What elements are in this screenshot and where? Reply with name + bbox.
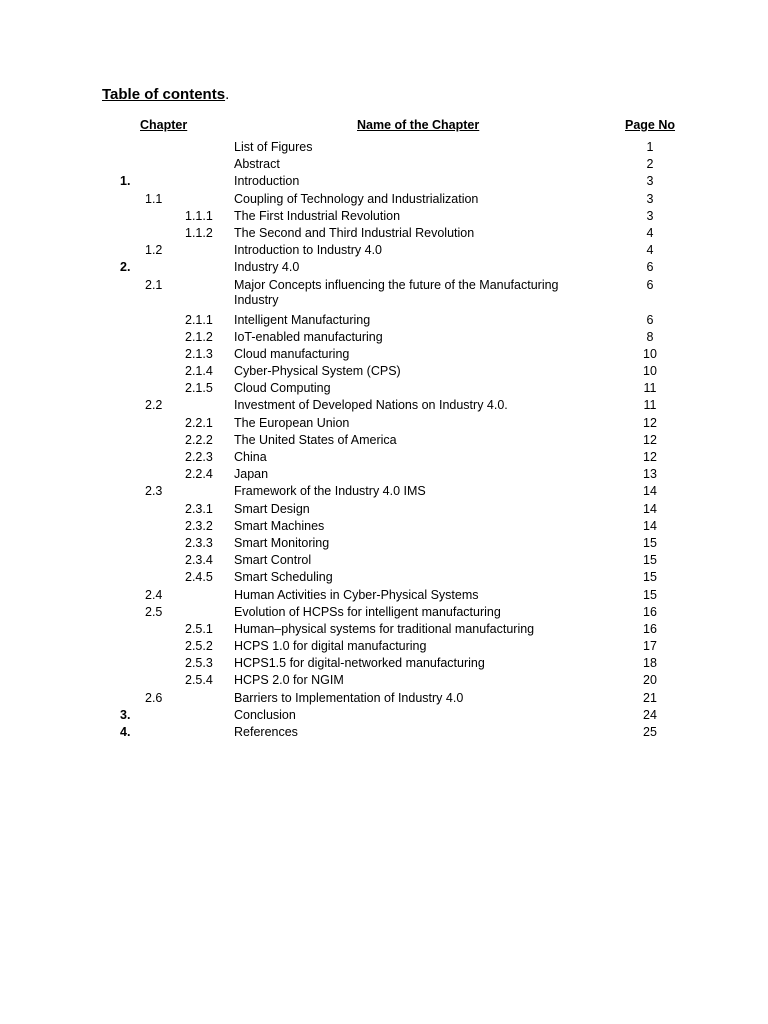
toc-entry bbox=[0, 192, 768, 209]
toc-entry-title: Abstract bbox=[234, 157, 280, 172]
toc-entry bbox=[0, 433, 768, 450]
toc-entry-title: Smart Scheduling bbox=[234, 570, 333, 585]
toc-entry-number: 1.1.1 bbox=[185, 208, 213, 223]
toc-entry-title: Smart Machines bbox=[234, 518, 325, 533]
toc-entry-title: IoT-enabled manufacturing bbox=[234, 329, 383, 344]
toc-entry-title: Conclusion bbox=[234, 707, 296, 722]
toc-entry-page: 18 bbox=[643, 656, 657, 671]
toc-entry-number: 2.3.3 bbox=[185, 535, 213, 550]
toc-entry-title: Evolution of HCPSs for intelligent manufacturing bbox=[234, 604, 501, 619]
toc-entry-page: 14 bbox=[643, 501, 657, 516]
page-title bbox=[102, 86, 229, 103]
toc-entry-page: 12 bbox=[643, 450, 657, 464]
toc-entry bbox=[0, 588, 768, 605]
toc-entry-number: 2.3.1 bbox=[185, 501, 213, 516]
toc-entry-title: Barriers to Implementation of Industry 4.0 bbox=[234, 690, 464, 705]
toc-entry bbox=[0, 691, 768, 708]
toc-entry-title: Investment of Developed Nations on Industry 4.0. bbox=[234, 398, 508, 413]
toc-entry-title: Industry 4.0 bbox=[234, 260, 300, 275]
toc-entry-number: 2.3.2 bbox=[185, 518, 213, 533]
toc-entry-number: 1.2 bbox=[145, 243, 163, 258]
toc-entry-number: 2.5.1 bbox=[185, 621, 213, 636]
toc-entry bbox=[0, 278, 768, 313]
toc-entry-number: 2.5.3 bbox=[185, 656, 213, 671]
toc-entry-page: 15 bbox=[643, 535, 657, 550]
toc-entry-page: 10 bbox=[643, 364, 657, 379]
toc-entry-page: 12 bbox=[643, 415, 657, 430]
toc-entry-number: 2.1 bbox=[145, 277, 163, 292]
toc-entry bbox=[0, 416, 768, 433]
toc-entry-title: Coupling of Technology and Industrialization bbox=[234, 191, 479, 206]
toc-entry bbox=[0, 725, 768, 742]
toc-entry-page: 24 bbox=[643, 707, 657, 722]
toc-entry-number: 2.1.1 bbox=[185, 312, 213, 327]
toc-entry-title: Smart Monitoring bbox=[234, 535, 330, 550]
toc-entry bbox=[0, 708, 768, 725]
toc-entry bbox=[0, 330, 768, 347]
toc-entry bbox=[0, 313, 768, 330]
toc-entry-title: Human–physical systems for traditional manufacturing bbox=[234, 621, 535, 636]
toc-entry-page: 21 bbox=[643, 690, 657, 705]
toc-entry-number: 2.6 bbox=[145, 690, 163, 705]
toc-entry bbox=[0, 536, 768, 553]
toc-entry-number: 2.1.5 bbox=[185, 381, 213, 396]
toc-entry-number: 2.2.3 bbox=[185, 450, 213, 464]
toc-entry-page: 11 bbox=[643, 381, 657, 396]
toc-entry-number: 2.2.2 bbox=[185, 432, 213, 447]
toc-entry-page: 3 bbox=[646, 191, 654, 206]
toc-entry-title: HCPS 2.0 for NGIM bbox=[234, 673, 344, 688]
toc-entry bbox=[0, 484, 768, 501]
toc-entry bbox=[0, 570, 768, 587]
toc-entry-number: 2.3.4 bbox=[185, 553, 213, 568]
toc-entry-title: Japan bbox=[234, 467, 269, 482]
toc-entry-title: Cloud manufacturing bbox=[234, 346, 350, 361]
toc-entry-page: 15 bbox=[643, 587, 657, 602]
toc-entry-page: 6 bbox=[646, 277, 654, 292]
toc-entry-title: HCPS1.5 for digital-networked manufacturing bbox=[234, 656, 485, 671]
toc-entry-number: 4. bbox=[120, 725, 131, 739]
toc-entry-number: 2. bbox=[120, 260, 131, 275]
toc-entry-number: 1.1.2 bbox=[185, 225, 213, 240]
toc-entry-title: Cloud Computing bbox=[234, 381, 331, 396]
toc-entry-title: References bbox=[234, 725, 298, 739]
toc-entry-page: 16 bbox=[643, 621, 657, 636]
toc-entry-page: 12 bbox=[643, 432, 657, 447]
column-header-name: Name of the Chapter bbox=[357, 118, 480, 132]
toc-entry-title: Introduction to Industry 4.0 bbox=[234, 243, 383, 258]
toc-entry bbox=[0, 381, 768, 398]
toc-entry bbox=[0, 209, 768, 226]
toc-entry-title: Introduction bbox=[234, 174, 300, 189]
toc-entry bbox=[0, 140, 768, 157]
toc-entry bbox=[0, 656, 768, 673]
toc-entry-page: 14 bbox=[643, 518, 657, 533]
toc-entry bbox=[0, 553, 768, 570]
toc-entry-number: 2.5 bbox=[145, 604, 163, 619]
toc-entry-title: The First Industrial Revolution bbox=[234, 208, 401, 223]
toc-entry bbox=[0, 398, 768, 415]
toc-entry bbox=[0, 519, 768, 536]
toc-entry-page: 14 bbox=[643, 484, 657, 499]
toc-entry-page: 4 bbox=[646, 243, 654, 258]
toc-entry-number: 2.1.2 bbox=[185, 329, 213, 344]
toc-entry-page: 6 bbox=[646, 260, 654, 275]
toc-entry bbox=[0, 226, 768, 243]
toc-entry bbox=[0, 364, 768, 381]
toc-entry-number: 2.1.3 bbox=[185, 346, 213, 361]
toc-entry-page: 11 bbox=[643, 398, 657, 413]
toc-entry-page: 1 bbox=[646, 140, 654, 154]
toc-entry-title: The Second and Third Industrial Revolution bbox=[234, 225, 475, 240]
column-header-page: Page No bbox=[625, 118, 676, 132]
toc-entry-page: 4 bbox=[646, 225, 654, 240]
page-title-text: Table of contents bbox=[102, 86, 226, 103]
toc-entry-number: 2.4.5 bbox=[185, 570, 213, 585]
toc-entry bbox=[0, 639, 768, 656]
toc-entry-number: 2.5.2 bbox=[185, 639, 213, 654]
toc-entry-number: 3. bbox=[120, 707, 131, 722]
toc-entry bbox=[0, 467, 768, 484]
toc-entry-page: 3 bbox=[646, 174, 654, 189]
toc-entry-page: 3 bbox=[646, 208, 654, 223]
toc-entry-title: HCPS 1.0 for digital manufacturing bbox=[234, 639, 427, 654]
toc-entry bbox=[0, 605, 768, 622]
toc-entry-page: 15 bbox=[643, 570, 657, 585]
toc-entry bbox=[0, 622, 768, 639]
column-header-chapter: Chapter bbox=[140, 118, 188, 132]
toc-entry-title: Smart Design bbox=[234, 501, 310, 516]
toc-entry-page: 20 bbox=[643, 673, 657, 688]
toc-entry-title: The United States of America bbox=[234, 432, 397, 447]
toc-entry-title: The European Union bbox=[234, 415, 350, 430]
toc-entry-title: Framework of the Industry 4.0 IMS bbox=[234, 484, 426, 499]
toc-entry bbox=[0, 243, 768, 260]
toc-entry bbox=[0, 260, 768, 277]
toc-entry-title: Cyber-Physical System (CPS) bbox=[234, 364, 401, 379]
toc-entry-page: 10 bbox=[643, 346, 657, 361]
toc-entry bbox=[0, 502, 768, 519]
toc-entry bbox=[0, 174, 768, 191]
toc-entry-page: 15 bbox=[643, 553, 657, 568]
toc-entry bbox=[0, 450, 768, 467]
toc-entry-page: 6 bbox=[646, 312, 654, 327]
toc-entry-page: 17 bbox=[643, 639, 657, 654]
toc-entry-number: 2.1.4 bbox=[185, 364, 213, 379]
toc-entry bbox=[0, 157, 768, 174]
toc-entry-page: 13 bbox=[643, 467, 657, 482]
toc-entry-title: Major Concepts influencing the future of the Manufacturing Industry bbox=[234, 277, 559, 307]
toc-entry-number: 2.4 bbox=[145, 587, 163, 602]
toc-entry-number: 2.2.4 bbox=[185, 467, 213, 482]
page-title-punct: . bbox=[225, 86, 230, 103]
toc-entry-title: Human Activities in Cyber-Physical Systems bbox=[234, 587, 479, 602]
toc-entry-page: 2 bbox=[646, 157, 654, 172]
toc-entry-number: 2.5.4 bbox=[185, 673, 213, 688]
toc-entry-number: 2.3 bbox=[145, 484, 163, 499]
toc-entry-title: List of Figures bbox=[234, 140, 313, 154]
toc-entry-title: Smart Control bbox=[234, 553, 312, 568]
toc-entry-number: 2.2.1 bbox=[185, 415, 213, 430]
toc-list bbox=[0, 140, 768, 742]
toc-entry-page: 8 bbox=[646, 329, 654, 344]
toc-entry-title: Intelligent Manufacturing bbox=[234, 312, 371, 327]
toc-entry bbox=[0, 673, 768, 690]
toc-entry-number: 1. bbox=[120, 174, 131, 189]
toc-entry-title: China bbox=[234, 450, 267, 464]
toc-entry bbox=[0, 347, 768, 364]
toc-entry-page: 25 bbox=[643, 725, 657, 739]
toc-entry-page: 16 bbox=[643, 604, 657, 619]
toc-entry-number: 1.1 bbox=[145, 191, 163, 206]
toc-entry-number: 2.2 bbox=[145, 398, 163, 413]
